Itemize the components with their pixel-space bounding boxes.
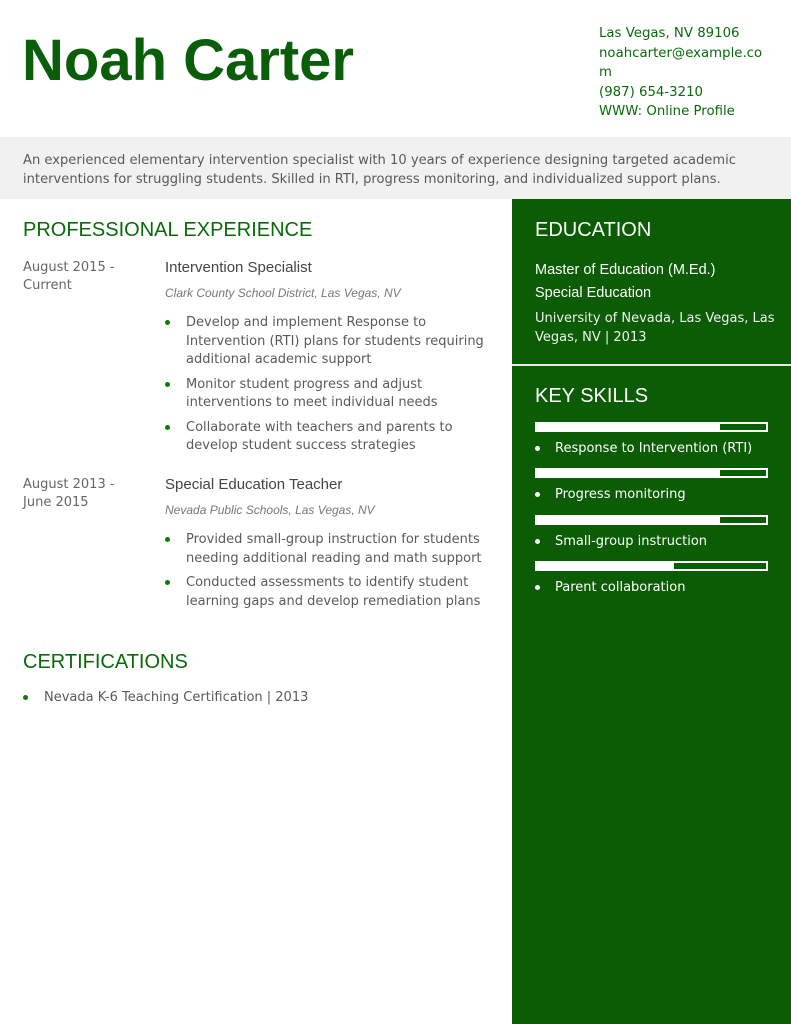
degree-field: Special Education bbox=[535, 285, 652, 301]
skill-bar-fill bbox=[537, 470, 720, 476]
contact-website[interactable]: WWW: Online Profile bbox=[599, 104, 735, 119]
job-bullets bbox=[165, 314, 485, 462]
skill-bar-fill bbox=[537, 424, 720, 430]
skill-bar-fill bbox=[537, 563, 674, 569]
summary-section bbox=[0, 137, 791, 199]
skill-bar-fill bbox=[537, 517, 720, 523]
bullet-icon bbox=[535, 585, 540, 590]
job-bullet: Provided small-group instruction for students needing additional reading and math support bbox=[165, 531, 485, 568]
certification-item: Nevada K-6 Teaching Certification | 2013 bbox=[23, 689, 308, 707]
summary-text: An experienced elementary intervention specialist with 10 years of experience designing targeted academic interventions for struggling students. Skilled in RTI, progress monitoring, and individualized support plans. bbox=[23, 153, 736, 187]
sidebar-divider bbox=[512, 364, 791, 366]
job-company: Clark County School District, Las Vegas, NV bbox=[165, 286, 401, 300]
job-dates: August 2015 - Current bbox=[23, 260, 115, 293]
skills-heading: KEY SKILLS bbox=[535, 385, 649, 407]
experience-heading: PROFESSIONAL EXPERIENCE bbox=[23, 219, 313, 241]
skill-bar bbox=[535, 468, 768, 478]
contact-block bbox=[599, 24, 769, 122]
job-company: Nevada Public Schools, Las Vegas, NV bbox=[165, 503, 375, 517]
skill-bar bbox=[535, 561, 768, 571]
skill-label: Progress monitoring bbox=[555, 487, 686, 502]
job-bullets bbox=[165, 531, 485, 617]
job-role: Intervention Specialist bbox=[165, 259, 312, 276]
candidate-name: Noah Carter bbox=[22, 28, 354, 93]
job-dates: August 2013 - June 2015 bbox=[23, 477, 115, 510]
skill-bar bbox=[535, 422, 768, 432]
certifications-heading: CERTIFICATIONS bbox=[23, 651, 188, 673]
bullet-icon bbox=[535, 539, 540, 544]
skill-label: Small-group instruction bbox=[555, 534, 708, 549]
job-bullet: Conducted assessments to identify student learning gaps and develop remediation plans bbox=[165, 574, 485, 611]
job-bullet: Monitor student progress and adjust interventions to meet individual needs bbox=[165, 376, 485, 413]
degree-name: Master of Education (M.Ed.) bbox=[535, 262, 716, 278]
education-heading: EDUCATION bbox=[535, 219, 652, 241]
skill-label: Parent collaboration bbox=[555, 580, 686, 595]
job-bullet: Develop and implement Response to Intervention (RTI) plans for students requiring additional academic support bbox=[165, 314, 485, 370]
contact-location: Las Vegas, NV 89106 bbox=[599, 26, 740, 41]
resume-header bbox=[0, 0, 791, 137]
certifications-list bbox=[23, 689, 308, 707]
sidebar bbox=[512, 199, 791, 1024]
degree bbox=[535, 259, 775, 305]
contact-phone[interactable]: (987) 654-3210 bbox=[599, 84, 703, 100]
skill-label: Response to Intervention (RTI) bbox=[555, 441, 753, 456]
bullet-icon bbox=[535, 492, 540, 497]
skill-bar bbox=[535, 515, 768, 525]
contact-email[interactable]: noahcarter@example.com bbox=[599, 45, 763, 80]
job-bullet: Collaborate with teachers and parents to develop student success strategies bbox=[165, 419, 485, 456]
bullet-icon bbox=[535, 446, 540, 451]
job-role: Special Education Teacher bbox=[165, 476, 343, 493]
school-info: University of Nevada, Las Vegas, Las Vegas, NV | 2013 bbox=[535, 311, 775, 345]
